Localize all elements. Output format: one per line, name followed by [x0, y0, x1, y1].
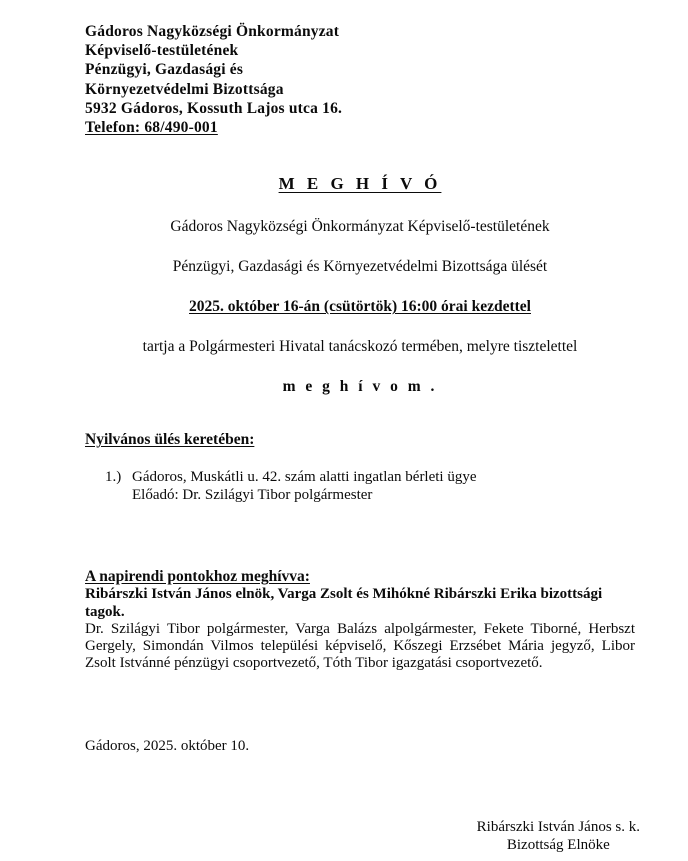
document-title: M E G H Í V Ó	[278, 174, 442, 194]
signature-block	[477, 819, 640, 854]
letterhead-line: Környezetvédelmi Bizottsága	[85, 80, 284, 98]
invitees-heading: A napirendi pontokhoz meghívva:	[85, 568, 310, 586]
signature-name: Ribárszki István János s. k.	[476, 819, 640, 836]
letterhead-line: Képviselő-testületének	[85, 42, 239, 60]
date-line: Gádoros, 2025. október 10.	[85, 738, 250, 755]
agenda-item-text	[132, 469, 477, 504]
signature-wrap	[0, 819, 640, 854]
invitation-body	[85, 137, 635, 395]
agenda-item-presenter: Előadó: Dr. Szilágyi Tibor polgármester	[132, 486, 373, 503]
agenda-section	[85, 431, 635, 504]
org-line: Gádoros Nagyközségi Önkormányzat Képviselő-testületének	[170, 218, 550, 236]
letterhead-line: Pénzügyi, Gazdasági és	[85, 61, 244, 79]
agenda-heading: Nyilvános ülés keretében:	[85, 431, 255, 449]
invite-word: m e g h í v o m .	[282, 378, 438, 396]
invitees-section	[85, 568, 635, 672]
venue-line: tartja a Polgármesteri Hivatal tanácskozó termében, melyre tisztelettel	[142, 338, 578, 356]
signature-title: Bizottság Elnöke	[506, 836, 610, 853]
committee-line: Pénzügyi, Gazdasági és Környezetvédelmi Bizottsága ülését	[172, 258, 548, 276]
meeting-datetime: 2025. október 16-án (csütörtök) 16:00 órai kezdettel	[189, 298, 531, 316]
letterhead	[0, 0, 688, 137]
letterhead-line: Gádoros Nagyközségi Önkormányzat	[85, 23, 340, 40]
letterhead-phone: Telefon: 68/490-001	[85, 119, 218, 137]
agenda-item-number: 1.)	[105, 469, 122, 486]
letterhead-line: 5932 Gádoros, Kossuth Lajos utca 16.	[85, 99, 343, 117]
invitees-members-line: Ribárszki István János elnök, Varga Zsolt és Mihókné Ribárszki Erika bizottsági tagok.	[85, 586, 603, 620]
agenda-item	[105, 469, 635, 504]
invitees-others-line: Dr. Szilágyi Tibor polgármester, Varga Balázs alpolgármester, Fekete Tiborné, Herbszt Gergely, Simondán Vilmos települési képviselő, Kőszegi Erzsébet Mária jegyző, Libor Zsolt Istvánné pénzügyi csoportvezető, Tóth Tibor igazgatási csoportvezető.	[85, 620, 635, 672]
agenda-item-title: Gádoros, Muskátli u. 42. szám alatti ingatlan bérleti ügye	[132, 469, 477, 486]
